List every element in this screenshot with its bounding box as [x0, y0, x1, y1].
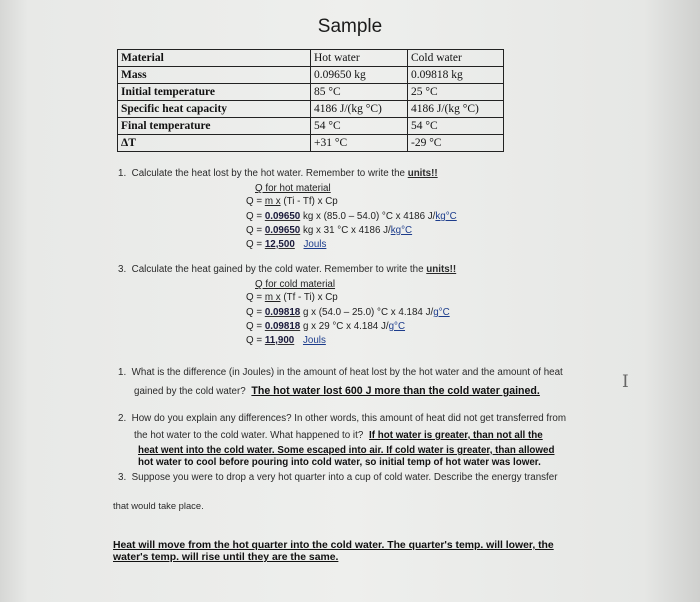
discussion-2-line-1	[118, 413, 566, 424]
calc-mass: 0.09818	[264, 307, 301, 318]
hot-water-cell: 85 °C	[311, 84, 408, 101]
hot-water-cell: +31 °C	[311, 135, 408, 152]
page-title: Sample	[317, 16, 383, 37]
question-text: Calculate the heat lost by the hot water. Remember to write the	[131, 168, 408, 179]
hot-water-cell: 4186 J/(kg °C)	[311, 101, 408, 118]
question-3	[118, 264, 456, 275]
calc-prefix: Q =	[246, 211, 263, 222]
question-number: 2.	[118, 413, 127, 424]
cold-water-cell: -29 °C	[408, 135, 504, 152]
properties-table	[117, 49, 504, 152]
hot-formula	[246, 196, 338, 207]
formula-mass: m x	[264, 292, 281, 303]
question-text: What is the difference (in Joules) in the amount of heat lost by the hot water and the amount of heat	[131, 367, 563, 378]
calc-prefix: Q =	[246, 225, 263, 236]
calc-prefix: Q =	[246, 307, 263, 318]
answer-3b: water's temp. will rise until they are the same.	[113, 552, 339, 563]
text-cursor-icon: I	[622, 372, 629, 392]
discussion-3-line-1	[118, 472, 557, 483]
answer-1: The hot water lost 600 J more than the cold water gained.	[251, 385, 540, 397]
calc-prefix: Q =	[246, 335, 263, 346]
table-row	[118, 101, 504, 118]
calc-rest: g x (54.0 – 25.0) °C x 4.184 J/	[302, 307, 434, 318]
calc-unit: kg°C	[390, 225, 413, 236]
hot-calc-line-1	[246, 211, 457, 222]
calc-result: 12,500	[264, 239, 295, 250]
discussion-1-line-2	[134, 385, 540, 397]
cold-calc-line-2	[246, 321, 405, 332]
cold-water-cell: 25 °C	[408, 84, 504, 101]
calc-unit: g°C	[388, 321, 406, 332]
hot-calc-line-2	[246, 225, 412, 236]
discussion-1-line-1	[118, 367, 563, 378]
question-number: 3.	[118, 472, 127, 483]
answer-2b: heat went into the cold water. Some escaped into air. If cold water is greater, than allowed	[138, 445, 555, 456]
calc-unit: Jouls	[302, 335, 326, 346]
calc-mass: 0.09650	[264, 211, 301, 222]
calc-mass: 0.09650	[264, 225, 301, 236]
formula-q: Q =	[246, 292, 263, 303]
question-text: How do you explain any differences? In other words, this amount of heat did not get transferred from	[131, 413, 567, 424]
table-row	[118, 67, 504, 84]
answer-2a: If hot water is greater, than not all the	[369, 430, 543, 441]
cold-heading: Q for cold material	[255, 279, 336, 290]
calc-rest: g x 29 °C x 4.184 J/	[302, 321, 389, 332]
calc-unit: Jouls	[303, 239, 327, 250]
discussion-2-line-2	[134, 430, 543, 441]
cold-calc-line-1	[246, 307, 450, 318]
hot-heading: Q for hot material	[255, 183, 331, 194]
question-text: Calculate the heat gained by the cold water. Remember to write the	[131, 264, 427, 275]
hot-water-cell: Hot water	[311, 50, 408, 67]
hot-calc-result	[246, 239, 326, 250]
cold-water-cell: 4186 J/(kg °C)	[408, 101, 504, 118]
question-text: gained by the cold water?	[134, 386, 246, 397]
units-emphasis: units!!	[426, 264, 457, 275]
table-row	[118, 118, 504, 135]
formula-rest: (Tf - Ti) x Cp	[283, 292, 338, 303]
calc-mass: 0.09818	[264, 321, 301, 332]
table-row	[118, 135, 504, 152]
question-text: Suppose you were to drop a very hot quarter into a cup of cold water. Describe the energy transfer	[131, 472, 558, 483]
calc-prefix: Q =	[246, 321, 263, 332]
row-label: ΔT	[118, 135, 311, 152]
discussion-3-line-2: that would take place.	[113, 500, 204, 511]
formula-mass: m x	[264, 196, 281, 207]
units-emphasis: units!!	[407, 168, 438, 179]
question-1	[118, 168, 438, 179]
question-number: 1.	[118, 168, 127, 179]
question-number: 3.	[118, 264, 127, 275]
cold-formula	[246, 292, 338, 303]
row-label: Material	[118, 50, 311, 67]
answer-3a: Heat will move from the hot quarter into the cold water. The quarter's temp. will lower, the	[113, 540, 554, 551]
answer-2c: hot water to cool before pouring into cold water, so initial temp of hot water was lower.	[138, 457, 541, 468]
table-row	[118, 84, 504, 101]
row-label: Initial temperature	[118, 84, 311, 101]
calc-unit: g°C	[433, 307, 450, 318]
calc-rest: kg x (85.0 – 54.0) °C x 4186 J/	[302, 211, 436, 222]
row-label: Specific heat capacity	[118, 101, 311, 118]
row-label: Final temperature	[118, 118, 311, 135]
table-row	[118, 50, 504, 67]
calc-unit: kg°C	[435, 211, 457, 222]
formula-rest: (Ti - Tf) x Cp	[283, 196, 338, 207]
cold-water-cell: Cold water	[408, 50, 504, 67]
row-label: Mass	[118, 67, 311, 84]
hot-water-cell: 0.09650 kg	[311, 67, 408, 84]
question-number: 1.	[118, 367, 127, 378]
calc-result: 11,900	[264, 335, 295, 346]
cold-calc-result	[246, 335, 326, 346]
question-text: the hot water to the cold water. What happened to it?	[134, 430, 364, 441]
calc-prefix: Q =	[246, 239, 263, 250]
cold-water-cell: 54 °C	[408, 118, 504, 135]
hot-water-cell: 54 °C	[311, 118, 408, 135]
formula-q: Q =	[246, 196, 263, 207]
calc-rest: kg x 31 °C x 4186 J/	[302, 225, 391, 236]
cold-water-cell: 0.09818 kg	[408, 67, 504, 84]
